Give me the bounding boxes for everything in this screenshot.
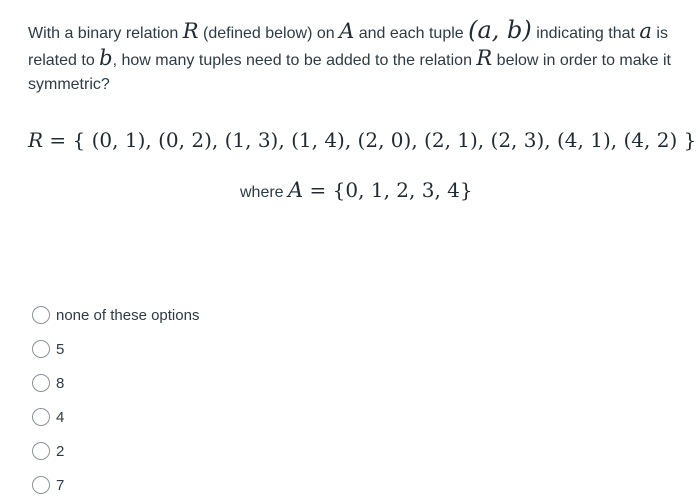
option-label: none of these options: [56, 306, 200, 324]
answer-option[interactable]: [32, 332, 432, 366]
answer-options: [32, 298, 432, 502]
answer-option[interactable]: [32, 366, 432, 400]
math-tuple: (a, b): [468, 16, 532, 44]
radio-button[interactable]: [32, 476, 50, 494]
question-text: [28, 18, 678, 97]
option-label: 4: [56, 408, 65, 426]
option-label: 2: [56, 442, 65, 460]
math-var-a: A: [339, 19, 355, 43]
relation-lhs: R: [28, 128, 44, 152]
radio-button[interactable]: [32, 306, 50, 324]
radio-button[interactable]: [32, 408, 50, 426]
question-part: (defined below) on: [198, 25, 340, 42]
domain-definition: [240, 178, 540, 202]
answer-option[interactable]: [32, 298, 432, 332]
question-part: and each tuple: [354, 25, 469, 42]
question-part: , how many tuples need to be added to the relation: [112, 52, 477, 69]
math-var-r: R: [476, 46, 493, 70]
relation-rhs: = { (0, 1), (0, 2), (1, 3), (1, 4), (2, 0), (2, 1), (2, 3), (4, 1), (4, 2) }: [43, 128, 697, 152]
option-label: 5: [56, 340, 65, 358]
radio-button[interactable]: [32, 442, 50, 460]
option-label: 7: [56, 476, 65, 494]
question-part: With a binary relation: [28, 25, 183, 42]
domain-var: A: [288, 178, 304, 202]
domain-set: = {0, 1, 2, 3, 4}: [303, 178, 473, 202]
answer-option[interactable]: [32, 400, 432, 434]
question-part: indicating that: [531, 25, 640, 42]
radio-button[interactable]: [32, 374, 50, 392]
math-var-a-lower: a: [639, 19, 652, 43]
where-label: where: [240, 184, 289, 201]
relation-definition: [28, 128, 697, 152]
radio-button[interactable]: [32, 340, 50, 358]
answer-option[interactable]: [32, 434, 432, 468]
question-part: below in order to make it symmetric?: [28, 52, 671, 93]
option-label: 8: [56, 374, 65, 392]
question-part: is related to: [28, 25, 668, 69]
answer-option[interactable]: [32, 468, 432, 502]
math-var-r: R: [182, 19, 199, 43]
math-var-b-lower: b: [99, 46, 113, 70]
